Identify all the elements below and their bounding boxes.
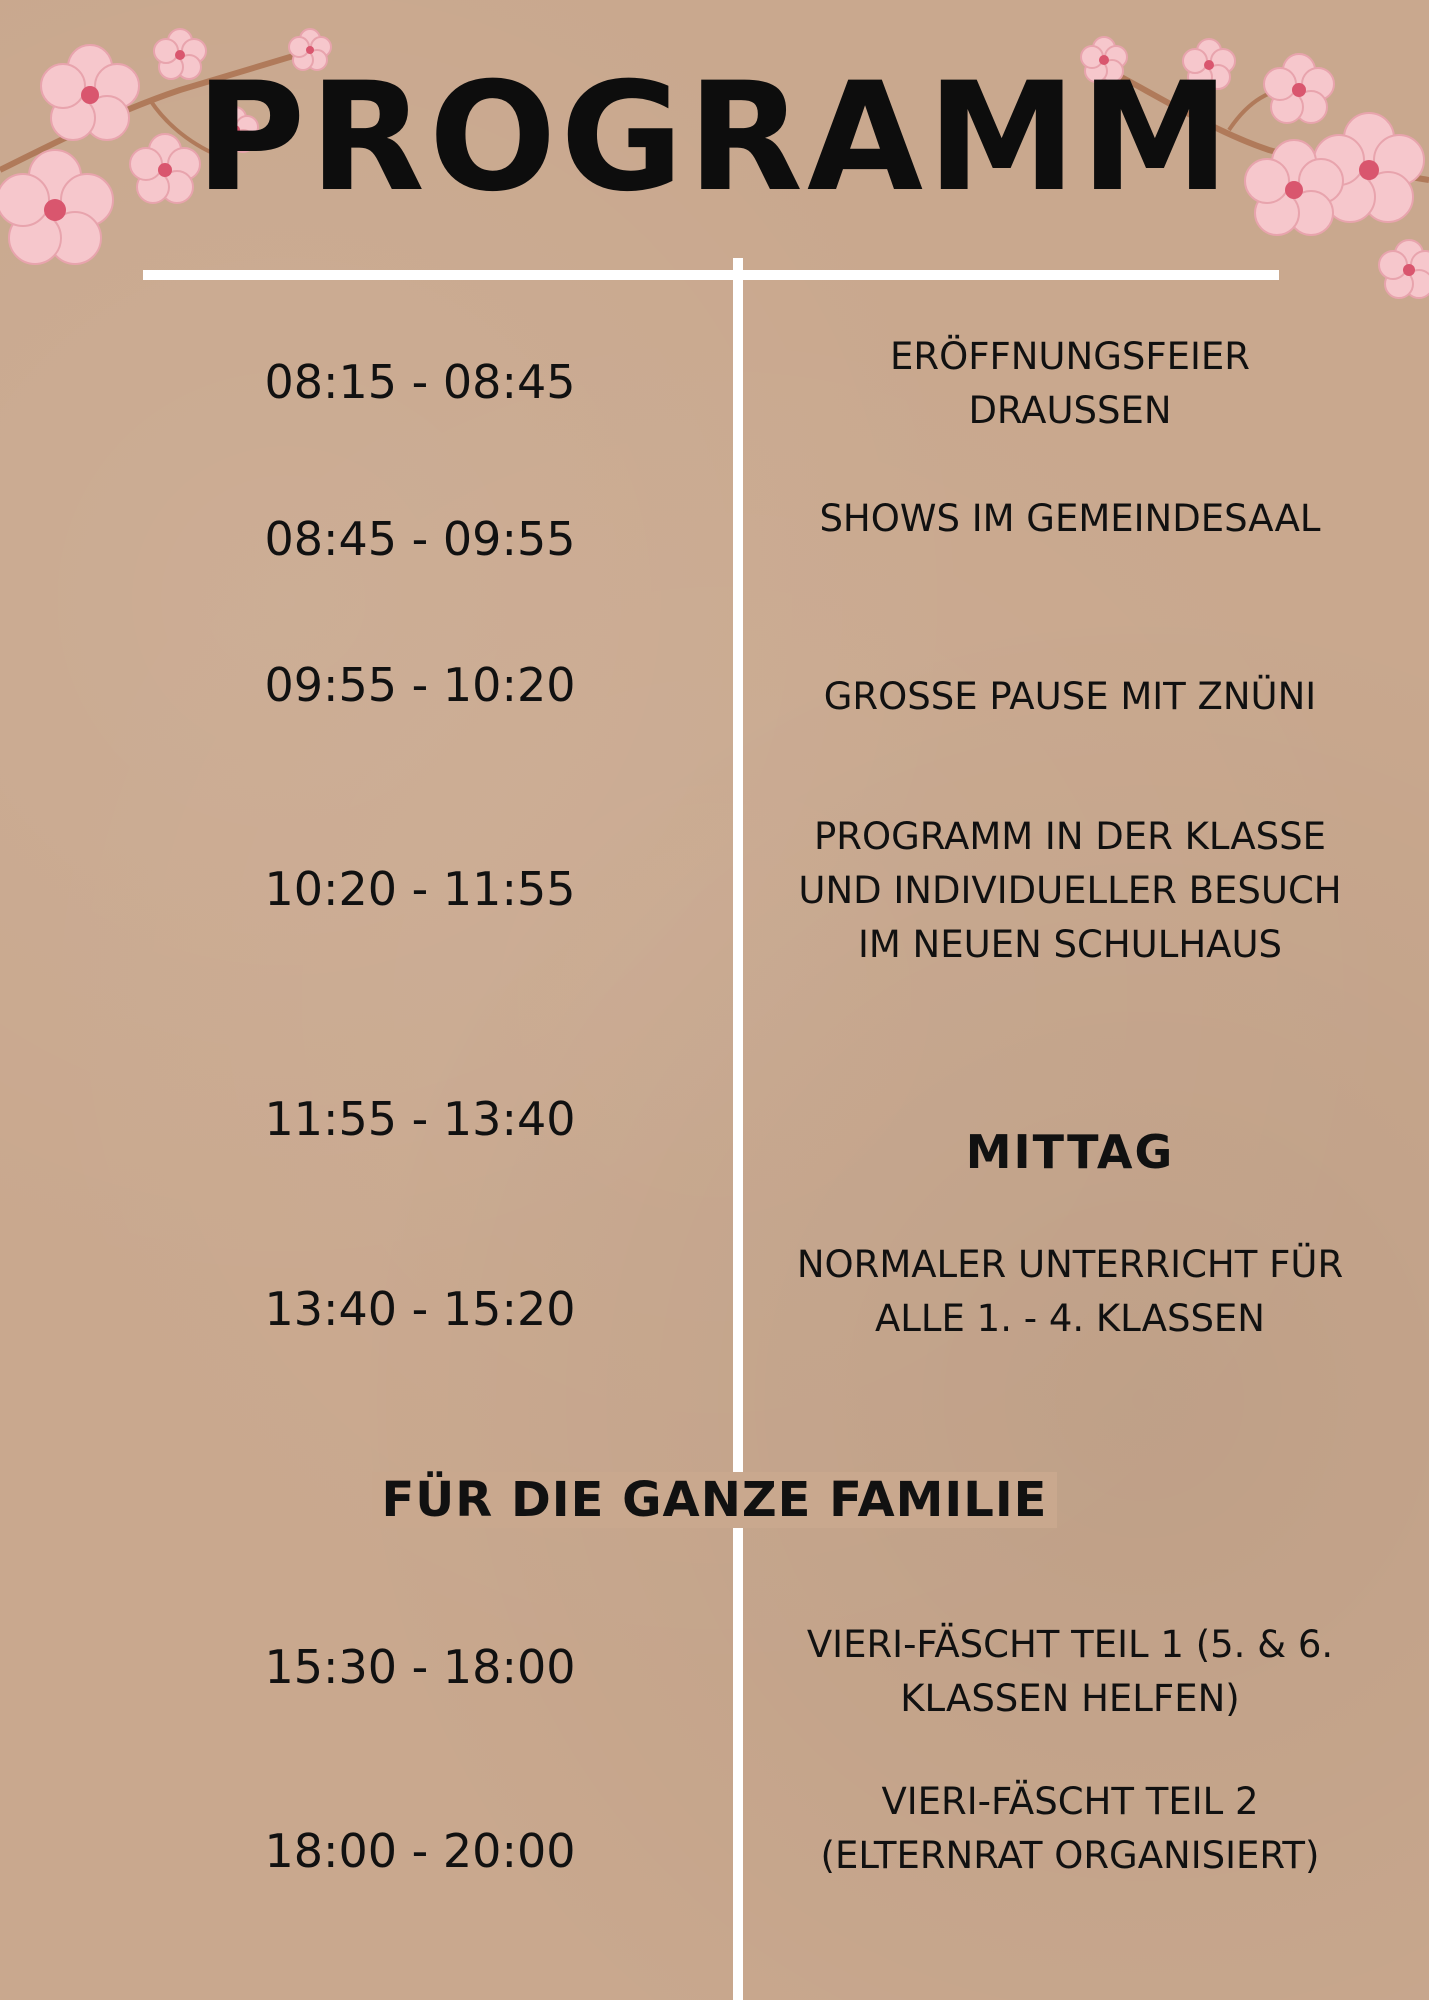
time-slot: 10:20 - 11:55 [264, 862, 576, 916]
activity-description: ERÖFFNUNGSFEIER DRAUSSEN [889, 335, 1251, 432]
time-slot: 13:40 - 15:20 [264, 1282, 576, 1336]
activity-description: GROSSE PAUSE MIT ZNÜNI [823, 675, 1317, 718]
vertical-divider [733, 258, 743, 2000]
activity-description: SHOWS IM GEMEINDESAAL [819, 497, 1321, 540]
activity-description: VIERI-FÄSCHT TEIL 2 (ELTERNRAT ORGANISIERT) [820, 1780, 1320, 1877]
activity-description: PROGRAMM IN DER KLASSE UND INDIVIDUELLER BESUCH IM NEUEN SCHULHAUS [798, 815, 1342, 966]
time-slot: 11:55 - 13:40 [264, 1092, 576, 1146]
time-slot: 18:00 - 20:00 [264, 1824, 576, 1878]
activity-description-highlight: MITTAG [965, 1125, 1175, 1179]
activity-description: VIERI-FÄSCHT TEIL 1 (5. & 6. KLASSEN HELFEN) [806, 1623, 1334, 1720]
time-slot: 09:55 - 10:20 [264, 658, 576, 712]
horizontal-divider [143, 270, 1279, 280]
time-slot: 08:45 - 09:55 [264, 512, 576, 566]
section-heading-family [0, 1472, 1429, 1528]
section-heading-label: FÜR DIE GANZE FAMILIE [372, 1472, 1058, 1528]
page-title: PROGRAMM [195, 51, 1234, 225]
activity-description: NORMALER UNTERRICHT FÜR ALLE 1. - 4. KLASSEN [796, 1243, 1344, 1340]
time-slot: 15:30 - 18:00 [264, 1640, 576, 1694]
time-slot: 08:15 - 08:45 [264, 355, 576, 409]
